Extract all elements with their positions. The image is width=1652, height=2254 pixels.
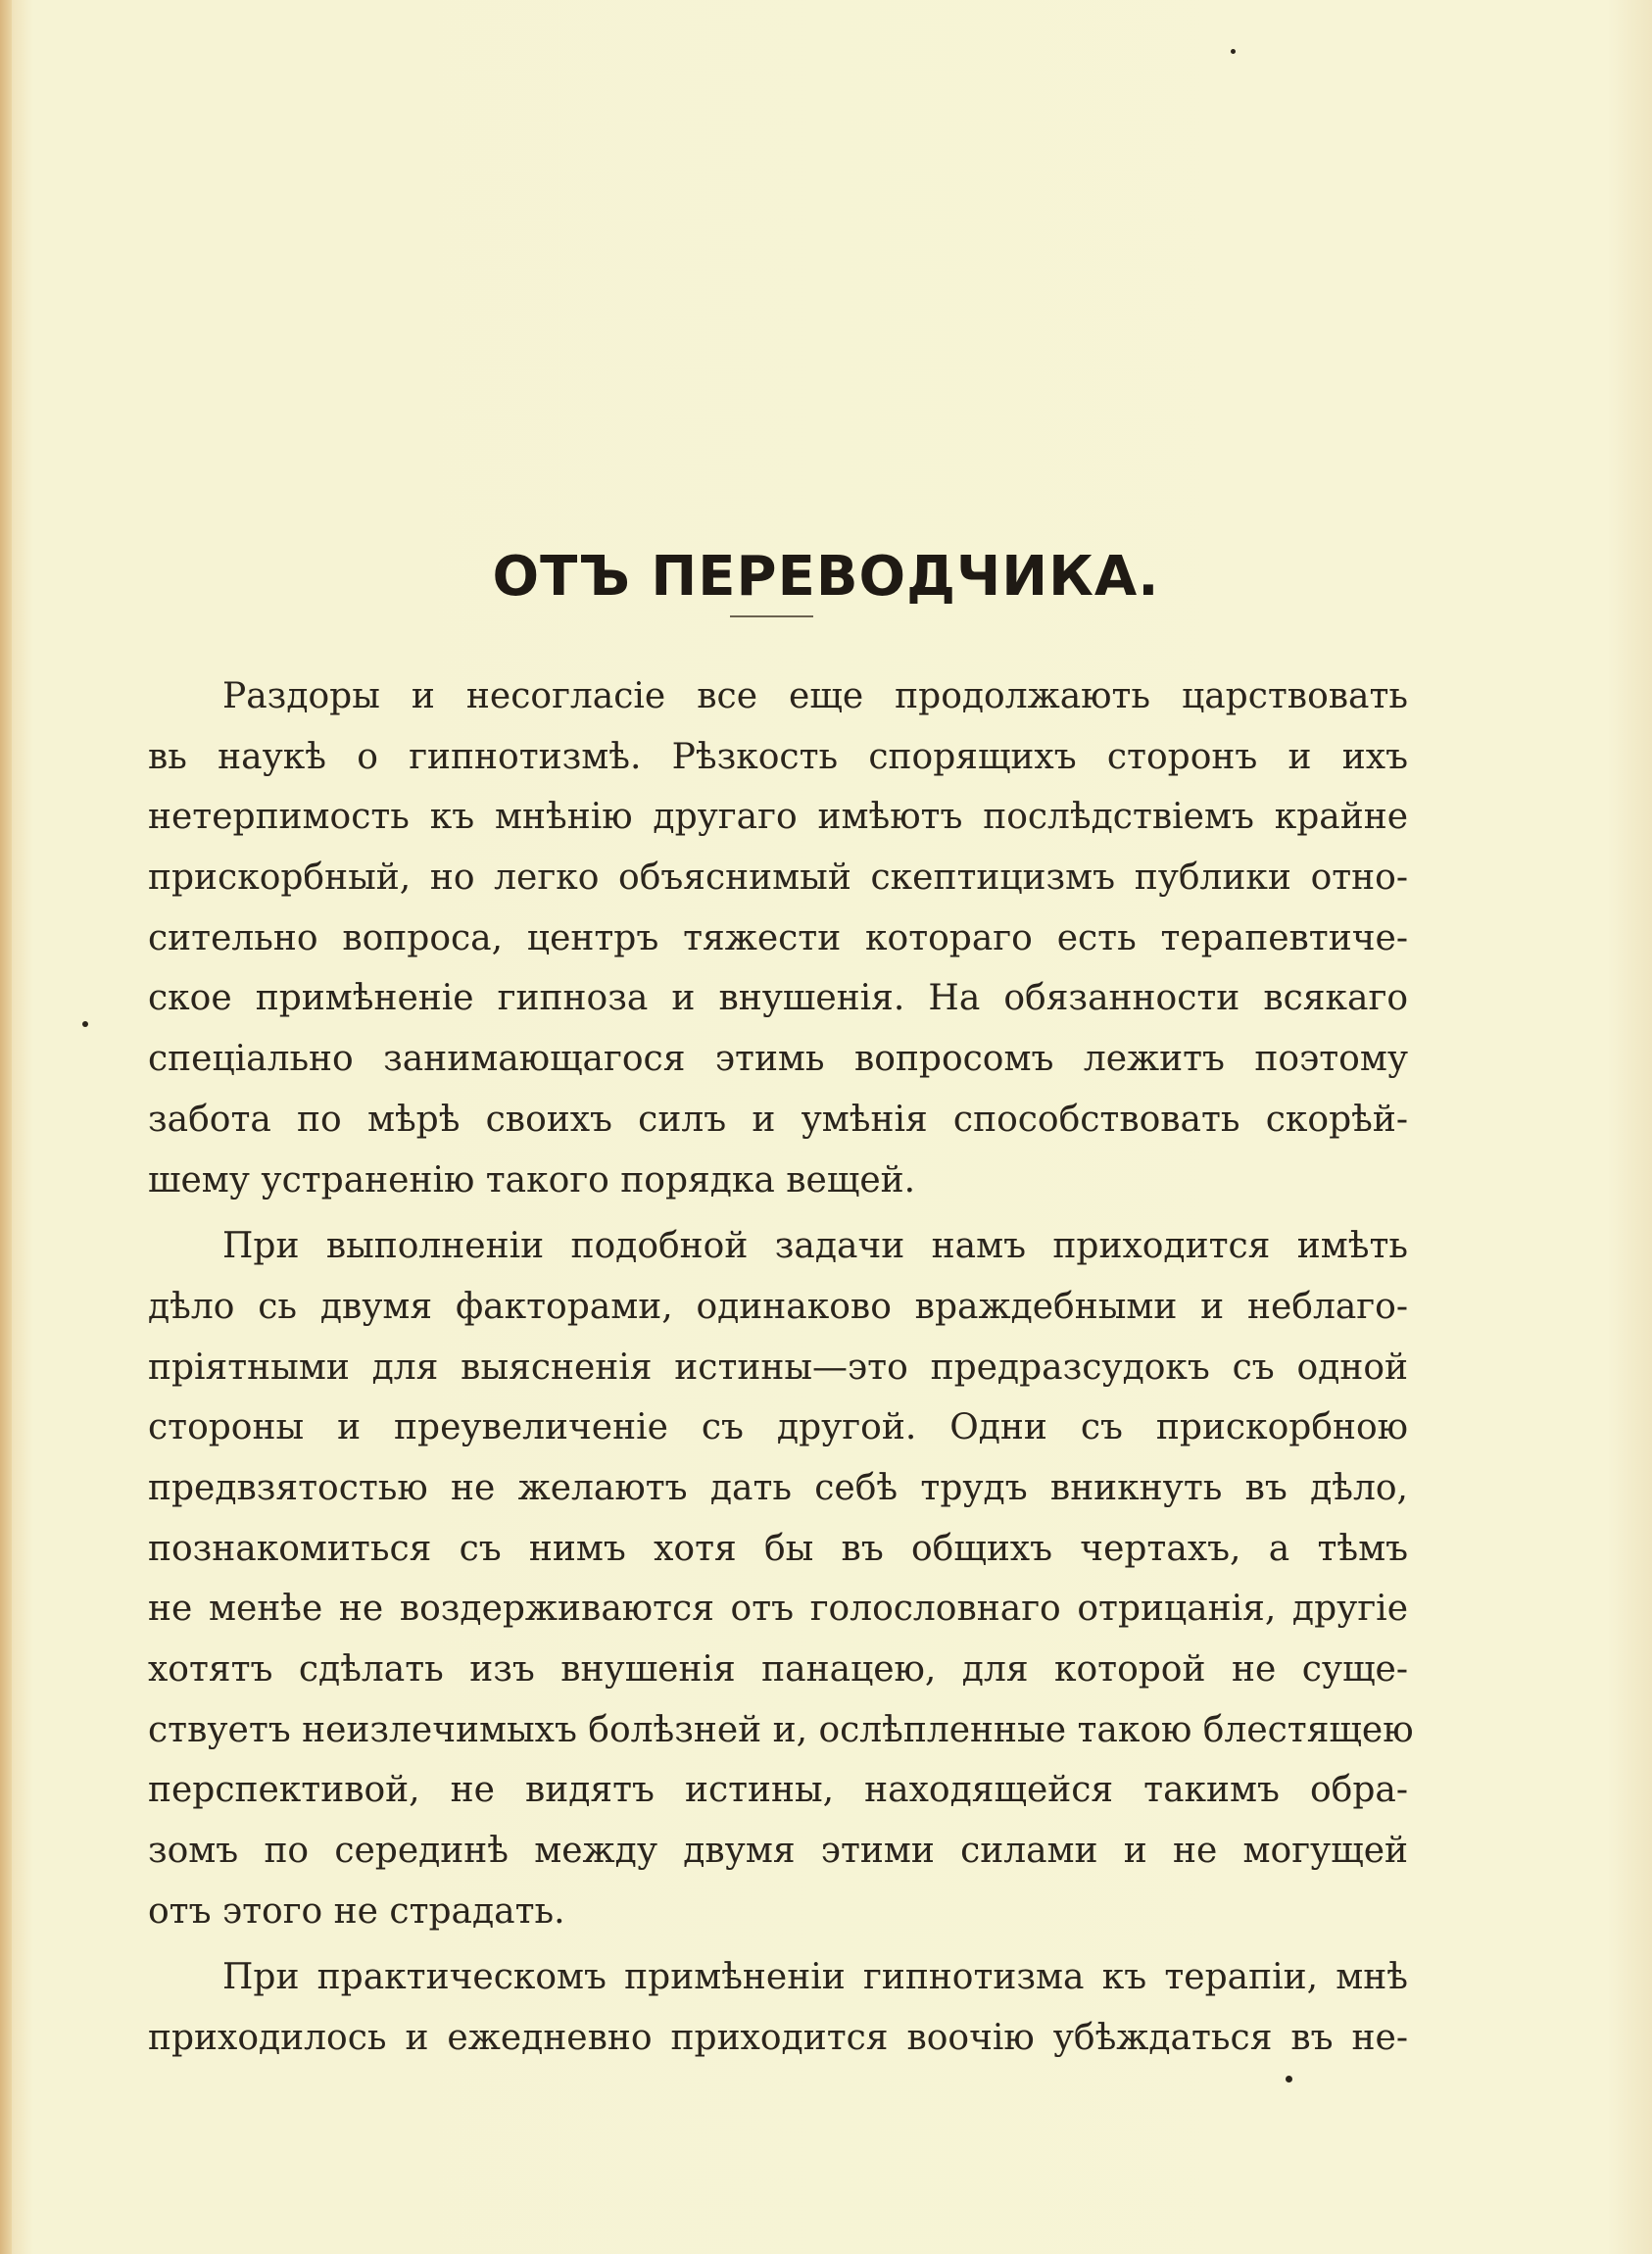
text-line: шему устраненію такого порядка вещей.: [148, 1159, 916, 1200]
text-line: не менѣе не воздерживаются отъ голословнаго отрицанія, другіе: [148, 1589, 1408, 1630]
text-line: прискорбный, но легко объяснимый скептицизмъ публики отно-: [148, 858, 1408, 899]
text-line: предвзятостью не желаютъ дать себѣ трудъ вникнуть въ дѣло,: [148, 1467, 1408, 1508]
paragraph: [148, 1216, 1414, 1941]
text-line: познакомиться съ нимъ хотя бы въ общихъ чертахъ, а тѣмъ: [148, 1528, 1408, 1569]
ink-speck: [1231, 49, 1236, 54]
text-line: приходилось и ежедневно приходится воочію убѣждаться въ не-: [148, 2018, 1408, 2059]
text-line: ское примѣненіе гипноза и внушенія. На обязанности всякаго: [148, 978, 1408, 1019]
ink-speck: [1286, 2076, 1292, 2082]
text-line: пріятными для выясненія истины—это предразсудокъ съ одной: [148, 1347, 1408, 1388]
body-text: [148, 666, 1414, 2069]
text-line: забота по мѣрѣ своихъ силъ и умѣнія способствовать скорѣй-: [148, 1099, 1408, 1140]
title-rule: [730, 615, 813, 617]
page-edge: [0, 0, 12, 2254]
text-line: хотятъ сдѣлать изъ внушенія панацею, для которой не суще-: [148, 1649, 1408, 1690]
text-line: спеціально занимающагося этимь вопросомъ лежитъ поэтому: [148, 1039, 1408, 1080]
text-line: вь наукѣ о гипнотизмѣ. Рѣзкость спорящихъ сторонъ и ихъ: [148, 736, 1408, 777]
text-line: При практическомъ примѣненіи гипнотизма къ терапіи, мнѣ: [222, 1957, 1408, 1998]
text-line: перспективой, не видятъ истины, находящейся такимъ обра-: [148, 1770, 1408, 1811]
text-line: стороны и преувеличеніе съ другой. Одни съ прискорбною: [148, 1407, 1408, 1448]
text-line: дѣло сь двумя факторами, одинаково враждебными и неблаго-: [148, 1286, 1408, 1327]
text-line: сительно вопроса, центръ тяжести котораго есть терапевтиче-: [148, 917, 1408, 958]
text-line: зомъ по серединѣ между двумя этими силами и не могущей: [148, 1831, 1408, 1872]
ink-speck: [82, 1021, 88, 1027]
paragraph: [148, 666, 1408, 1210]
text-line: отъ этого не страдать.: [148, 1890, 565, 1932]
paragraph: [148, 1947, 1408, 2068]
page-title: ОТЪ ПЕРЕВОДЧИКА.: [492, 544, 1160, 609]
text-line: нетерпимость къ мнѣнію другаго имѣютъ послѣдствіемъ крайне: [148, 797, 1408, 838]
text-line: При выполненіи подобной задачи намъ приходится имѣть: [222, 1226, 1408, 1267]
text-line: Раздоры и несогласіе все еще продолжають царствовать: [222, 676, 1408, 716]
text-line: ствуетъ неизлечимыхъ болѣзней и, ослѣпленные такою блестящею: [148, 1709, 1414, 1750]
